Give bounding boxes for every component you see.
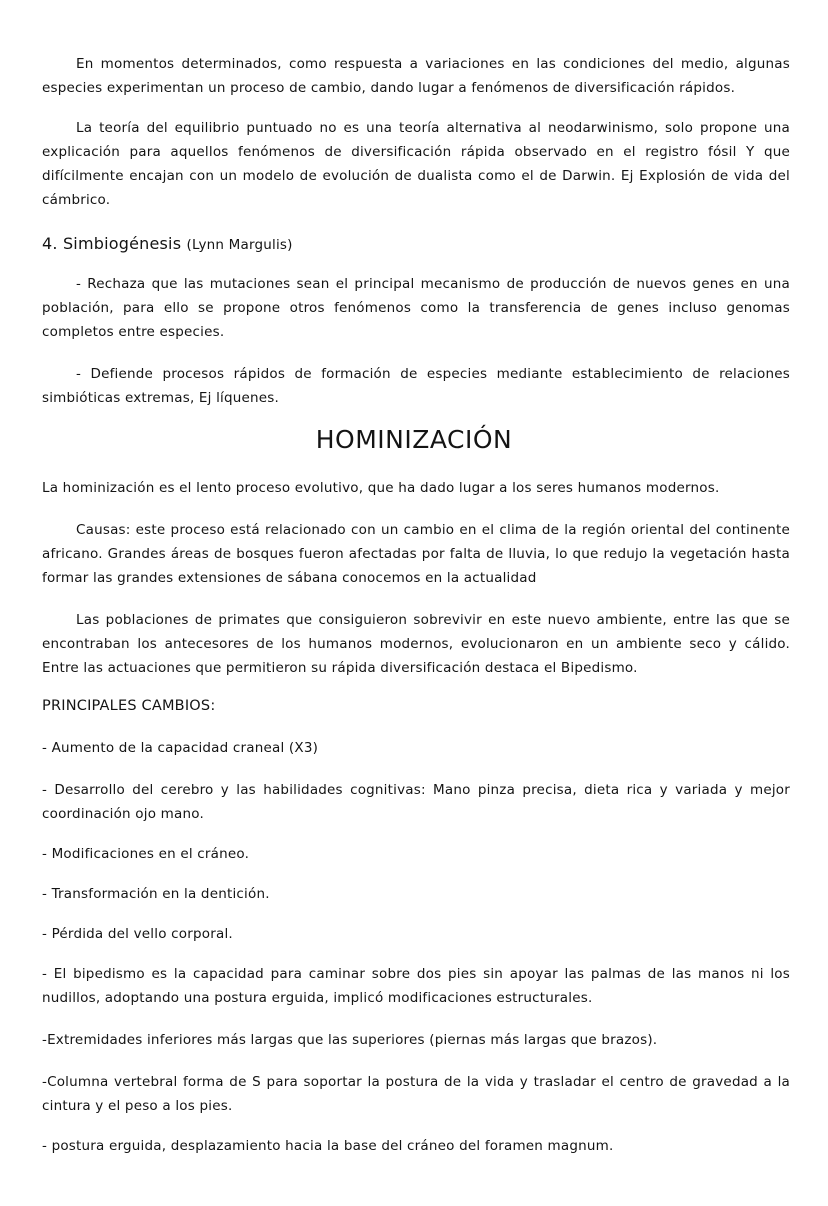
- paragraph-poblaciones: Las poblaciones de primates que consiguieron sobrevivir en este nuevo ambiente, entre las que se encontraban los antecesores de los humanos modernos, evolucionaron en un ambiente seco y cálido. Entre las actuaciones que permitieron su rápida diversificación destaca el Bipedismo.: [42, 612, 790, 676]
- section-heading-text: 4. Simbiogénesis: [42, 234, 182, 253]
- cambio-item-denticion: - Transformación en la dentición.: [42, 886, 270, 902]
- paragraph-hominizacion-intro: La hominización es el lento proceso evolutivo, que ha dado lugar a los seres humanos modernos.: [42, 480, 720, 496]
- paragraph-equilibrio-puntuado: La teoría del equilibrio puntuado no es una teoría alternativa al neodarwinismo, solo propone una explicación para aquellos fenómenos de diversificación rápida observado en el registro fósil Y que difícilmente encajan con un modelo de evolución de dualista como el de Darwin. Ej Explosión de vida del cámbrico.: [42, 120, 790, 208]
- cambio-item-bipedismo: - El bipedismo es la capacidad para caminar sobre dos pies sin apoyar las palmas de las manos ni los nudillos, adoptando una postura erguida, implicó modificaciones estructurales.: [42, 966, 790, 1006]
- section-heading-simbiogenesis: [42, 232, 790, 257]
- cambios-heading: PRINCIPALES CAMBIOS:: [42, 698, 216, 714]
- paragraph-diversificacion: En momentos determinados, como respuesta a variaciones en las condiciones del medio, algunas especies experimentan un proceso de cambio, dando lugar a fenómenos de diversificación rápidos.: [42, 56, 790, 96]
- cambio-item-capacidad-craneal: - Aumento de la capacidad craneal (X3): [42, 740, 319, 756]
- page-title-hominizacion: HOMINIZACIÓN: [315, 425, 513, 454]
- cambio-item-columna: -Columna vertebral forma de S para soportar la postura de la vida y trasladar el centro de gravedad a la cintura y el peso a los pies.: [42, 1074, 790, 1114]
- cambio-item-vello: - Pérdida del vello corporal.: [42, 926, 233, 942]
- section-heading-author: (Lynn Margulis): [186, 237, 293, 253]
- simbiogenesis-item-mutaciones: - Rechaza que las mutaciones sean el principal mecanismo de producción de nuevos genes en una población, para ello se propone otros fenómenos como la transferencia de genes incluso genomas completos entre especies.: [42, 276, 790, 340]
- cambio-item-foramen: - postura erguida, desplazamiento hacia la base del cráneo del foramen magnum.: [42, 1138, 614, 1154]
- cambio-item-cerebro: - Desarrollo del cerebro y las habilidades cognitivas: Mano pinza precisa, dieta rica y variada y mejor coordinación ojo mano.: [42, 782, 790, 822]
- simbiogenesis-item-simbiosis: - Defiende procesos rápidos de formación de especies mediante establecimiento de relaciones simbióticas extremas, Ej líquenes.: [42, 366, 790, 406]
- cambio-item-extremidades: -Extremidades inferiores más largas que las superiores (piernas más largas que brazos).: [42, 1032, 658, 1048]
- cambio-item-craneo: - Modificaciones en el cráneo.: [42, 846, 250, 862]
- paragraph-causas: Causas: este proceso está relacionado con un cambio en el clima de la región oriental del continente africano. Grandes áreas de bosques fueron afectadas por falta de lluvia, lo que redujo la vegetación hasta formar las grandes extensiones de sábana conocemos en la actualidad: [42, 522, 790, 586]
